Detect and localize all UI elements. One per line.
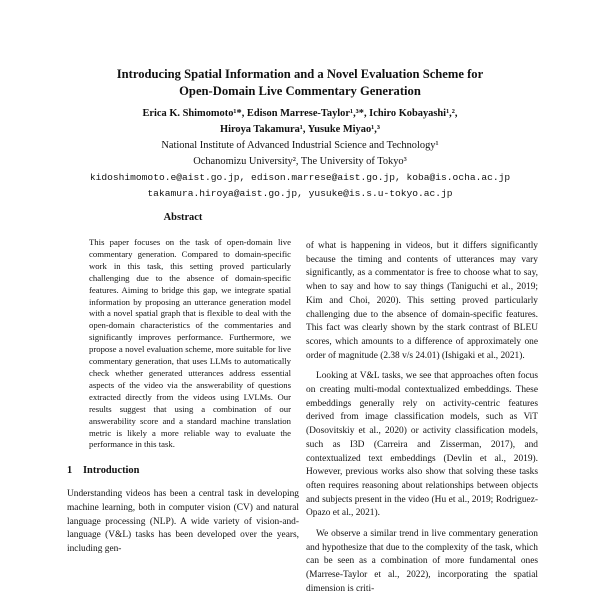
abstract-heading: Abstract — [163, 212, 203, 223]
section-number: 1 — [67, 465, 73, 477]
left-column — [67, 212, 299, 557]
right-paragraph-2: Looking at V&L tasks, we see that approaches often focus on creating multi-modal contextualized embeddings. These embeddings generally rely on activity-centric features derived from image classification models, such as ViT (Dosovitskiy et al., 2020) or activity classification models, such as I3D (Carreira and Zisserman, 2017), and contextualized text embeddings (Devlin et al., 2019). However, previous works also show that solving these tasks often requires reasoning about relationships between objects and subjects present in the video (Hu et al., 2019; Rodriguez-Opazo et al., 2021). — [306, 371, 538, 519]
right-paragraph-1: of what is happening in videos, but it differs significantly because the timing and contents of utterances may vary significantly, as a commentator is free to choose what to say, when to say and how to say things (Taniguchi et al., 2019; Kim and Choi, 2020). This setting proved particularly challenging due to the absence of domain-specific features. This fact was clearly shown by the stark contrast of BLEU scores, which amounts to a difference of approximately one order of magnitude (2.38 v/s 24.01) (Ishigaki et al., 2021). — [306, 241, 538, 361]
right-paragraph-3: We observe a similar trend in live commentary generation and hypothesize that due to the complexity of the task, which can be seen as a combination of more fundamental ones (Marrese-Taylor et al., 2022), incorporating the spatial dimension is criti- — [306, 529, 538, 594]
section-title: Introduction — [83, 465, 140, 477]
right-column — [306, 240, 538, 597]
abstract-text: This paper focuses on the task of open-domain live commentary generation. Compared to domain-specific work in this task, this setting proved particularly challenging due to the absence of domain-specific features. Aiming to bridge this gap, we integrate spatial information by proposing an utterance generation model with a novel spatial graph that is flexible to deal with the open-domain characteristics of the commentaries and significantly improves performance. Furthermore, we propose a novel evaluation scheme, more suitable for live commentary generation, that uses LLMs to automatically check whether generated utterances address essential aspects of the video via the answerability of questions extracted directly from the videos using LVLMs. Our results suggest that using a combination of our answerability score and a standard machine translation metric is likely a more reliable way to evaluate the performance in this task. — [89, 237, 291, 450]
intro-paragraph-1: Understanding videos has been a central task in developing machine learning, both in computer vision (CV) and natural language processing (NLP). A wide variety of vision-and-language (V&L) tasks has been developed over the years, including gen- — [67, 489, 299, 555]
paper-title — [40, 66, 560, 100]
authors-line-2: Hiroya Takamura¹, Yusuke Miyao¹,³ — [220, 124, 380, 135]
affiliation-line-2: Ochanomizu University², The University of Tokyo³ — [193, 156, 407, 167]
emails-line-1: kidoshimomoto.e@aist.go.jp, edison.marrese@aist.go.jp, koba@is.ocha.ac.jp — [89, 172, 511, 183]
authors-line-1: Erica K. Shimomoto¹*, Edison Marrese-Taylor¹,³*, Ichiro Kobayashi¹,², — [142, 108, 458, 119]
section-heading-introduction — [67, 465, 299, 476]
emails-line-2: takamura.hiroya@aist.go.jp, yusuke@is.s.u-tokyo.ac.jp — [147, 188, 453, 199]
title-line-1: Introducing Spatial Information and a Novel Evaluation Scheme for — [116, 67, 484, 81]
affiliation-line-1: National Institute of Advanced Industrial Science and Technology¹ — [161, 140, 439, 151]
title-line-2: Open-Domain Live Commentary Generation — [179, 84, 421, 98]
author-block — [40, 106, 560, 202]
